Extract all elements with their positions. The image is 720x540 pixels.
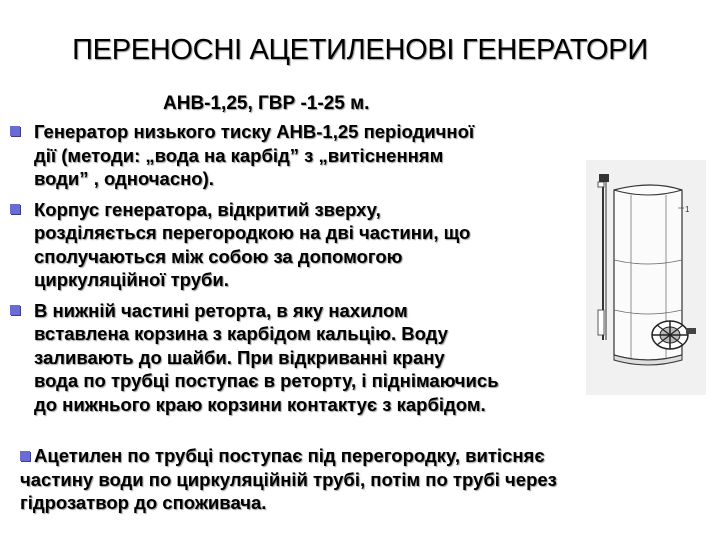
bullet-line: до нижнього краю корзини контактує з карбідом. [34, 393, 486, 415]
bullet-item-2 [10, 198, 595, 292]
bullet-line: Генератор низького тиску АНВ-1,25 періодичної [34, 121, 475, 142]
bullet-square-icon [10, 305, 20, 315]
slide-subtitle: АНВ-1,25, ГВР -1-25 м. [163, 93, 370, 114]
bullet-line: розділяється перегородкою на дві частини, що [34, 222, 471, 243]
bullet-line: дії (методи: „вода на карбід” з „витісненням [34, 144, 444, 166]
generator-illustration [586, 160, 706, 395]
bullet-line: частину води по циркуляційній трубі, потім по трубі через [20, 468, 557, 490]
bullet-line: вода по трубці поступає в реторту, і піднімаючись [34, 370, 499, 391]
bullet-line: циркуляційної труби. [34, 269, 229, 290]
figure-label: 1 [685, 205, 690, 214]
bullet-line: Корпус генератора, відкритий зверху, [34, 198, 381, 220]
bullet-square-icon [20, 451, 30, 461]
bullet-item-1 [10, 120, 595, 191]
bullet-line: В нижній частині реторта, в яку нахилом [34, 299, 408, 321]
bullet-line: гідрозатвор до споживача. [20, 492, 267, 513]
bullet-line: вставлена корзина з карбідом кальцію. Воду [34, 323, 448, 344]
bullet-line: Ацетилен по трубці поступає під перегородку, витісняє [34, 445, 545, 466]
bullet-item-4 [20, 444, 710, 515]
bullet-item-3 [10, 299, 595, 417]
generator-drawing [586, 160, 706, 395]
bullet-square-icon [10, 126, 20, 136]
bullet-list [10, 120, 595, 423]
slide-title: ПЕРЕНОСНІ АЦЕТИЛЕНОВІ ГЕНЕРАТОРИ [72, 34, 648, 66]
bullet-square-icon [10, 204, 20, 214]
bullet-line: заливають до шайби. При відкриванні крану [34, 346, 445, 368]
bullet-line: води” , одночасно). [34, 168, 214, 189]
bullet-line: сполучаються між собою за допомогою [34, 245, 403, 267]
